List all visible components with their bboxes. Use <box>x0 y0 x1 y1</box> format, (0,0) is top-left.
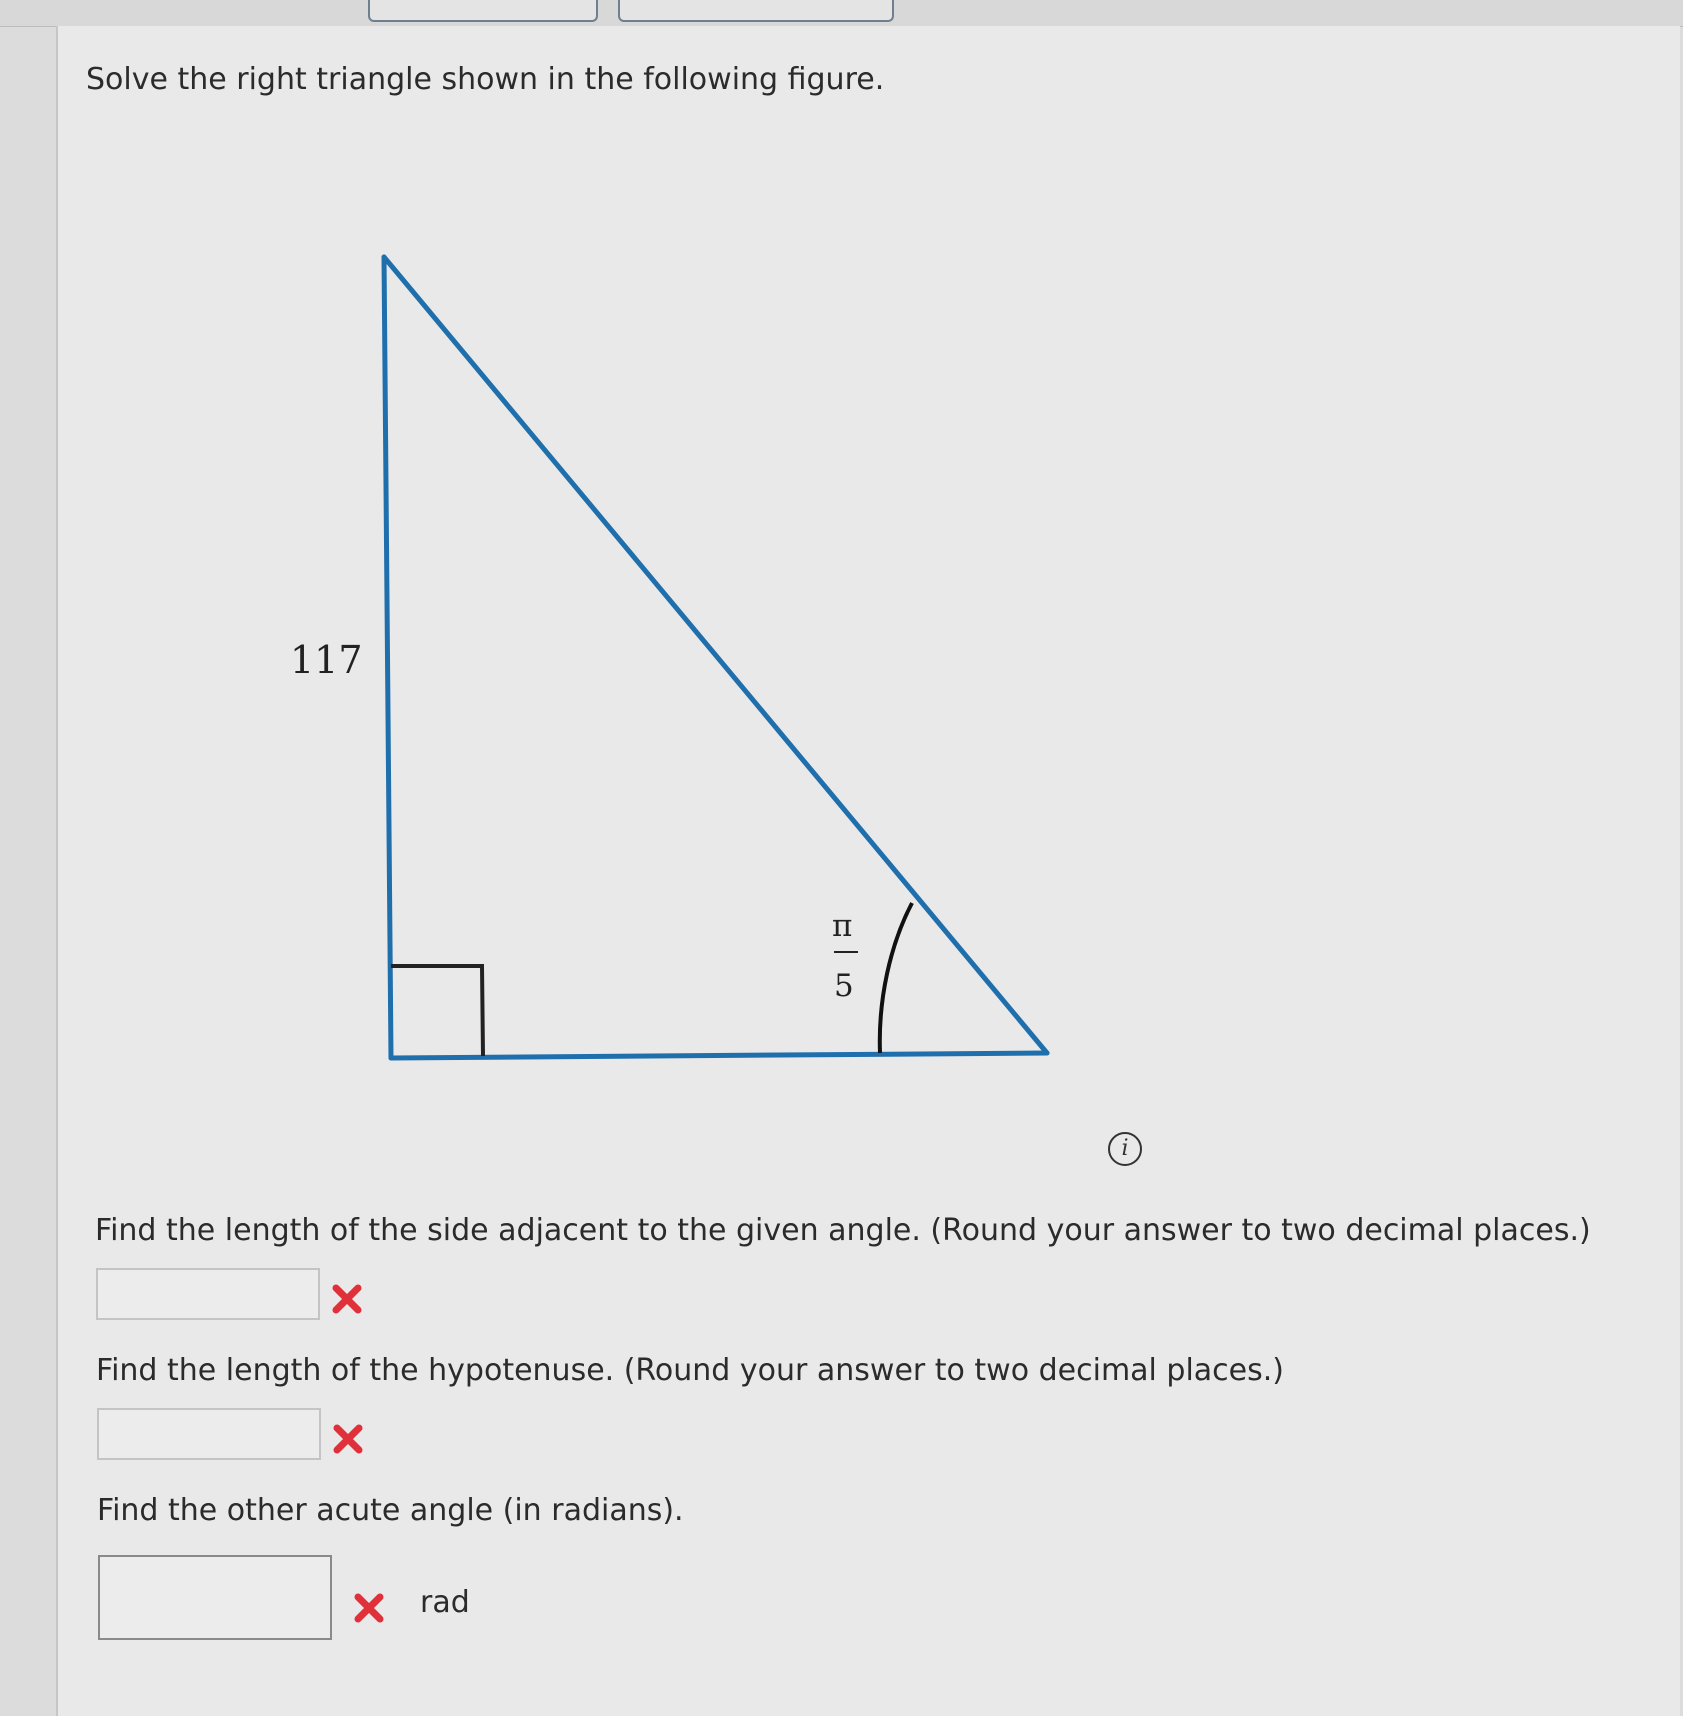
wrong-x-icon <box>352 1591 386 1625</box>
angle-arc <box>880 903 912 1053</box>
unit-label: rad <box>420 1585 470 1620</box>
wrong-x-icon <box>331 1422 365 1456</box>
info-icon[interactable]: i <box>1108 1132 1142 1166</box>
other-angle-input[interactable] <box>98 1555 332 1640</box>
hypotenuse <box>384 257 1047 1053</box>
side-length-label: 117 <box>290 638 363 682</box>
prompt-other-angle: Find the other acute angle (in radians). <box>97 1493 684 1528</box>
angle-denominator: 5 <box>834 968 854 1004</box>
angle-numerator: π <box>832 908 853 944</box>
wrong-x-icon <box>330 1282 364 1316</box>
prompt-adjacent-side: Find the length of the side adjacent to the given angle. (Round your answer to two decimal places.) <box>95 1213 1591 1248</box>
prompt-hypotenuse: Find the length of the hypotenuse. (Round your answer to two decimal places.) <box>96 1353 1285 1388</box>
vertical-leg <box>384 257 391 1058</box>
right-angle-marker <box>391 966 483 1056</box>
horizontal-leg <box>391 1053 1047 1058</box>
hypotenuse-input[interactable] <box>97 1408 321 1460</box>
question-text: Solve the right triangle shown in the following figure. <box>86 62 885 97</box>
adjacent-side-input[interactable] <box>96 1268 320 1320</box>
